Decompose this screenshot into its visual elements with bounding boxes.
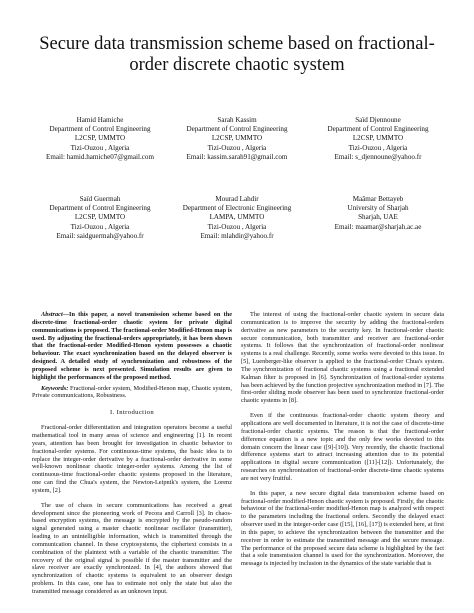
author-city: Tizi-Ouzou , Algeria (207, 222, 267, 231)
author-name: Hamid Hamiche (76, 116, 124, 124)
keywords (32, 385, 232, 401)
author-lab: L2CSP, UMMTO (352, 134, 404, 143)
paragraph: Fractional-order differentiation and integration operators become a useful mathematical tool in many areas of science and engineering [1]. In recent years, attention has been brought for investigation in chaotic behavior to fractional-order systems. For continuous-time systems, the basic idea is to replace the integer-order derivative by a fractional-order derivative in some well-known nonlinear chaotic integer-order systems. Among the list of continuous-time fractional-order chaotic systems proposed in the literature, one can find the Chua's system, the Newton-Leipnik's system, the Lorenz system, [2]. (32, 424, 232, 494)
author-email: Email: saidguermah@yahoo.fr (56, 231, 144, 240)
author-lab: L2CSP, UMMTO (74, 213, 126, 222)
paragraph: In this paper, a new secure digital data transmission scheme based on fractional-order modified-Henon chaotic system is proposed. Firstly, the chaotic behaviour of the fractional-order modified-Henon map is analyzed with respect to the parameters including the fractional orders. Secondly the delayed exact observer used in the integer-order case ([15], [16], [17]) is extended here, at first in this paper, to achieve the synchronization between the transmitter and the receiver in order to estimate the transmitted message and the secure message. The performance of the proposed secure data scheme is highlighted by the fact that a sole transmission channel is used for the synchronization. Moreover, the message is injected by inclusion in the dynamics of the state variable that is (241, 489, 444, 568)
left-column (32, 311, 232, 596)
author-block (178, 116, 296, 162)
abstract-text: —In this paper, a novel transmission scheme based on the discrete-time fractional-order chaotic system for private digital communications is proposed. The fractional-order Modified-Henon map is used. By adjusting the fractional-orders appropriately, it has been shown that the fractional-order Modified-Henon system possesses a chaotic behaviour. The exact synchronization based on the delayed observer is designed. A detailed study of synchronization and robustness of the proposed scheme is next presented. Simulation results are given to highlight the performances of the proposed method. (32, 311, 232, 381)
paragraph: The use of chaos in secure communications has received a great development since the pioneering work of Pecora and Carroll [3]. In chaos-based encryption systems, the message is encrypted by the pseudo-random signal generated using a master chaotic nonlinear oscillator (transmitter), leading to an unintelligible information, which is transmitted through the communication channel. In these cryptosystems, the ciphertext consists in a combination of the plaintext with a variable of the chaotic transmitter. The recovery of the original signal is possible if the master transmitter and the slave receiver are exactly synchronized. In [4], the authors showed that synchronization of chaotic systems is equivalent to an observer design problem. In this case, one has to estimate not only the state but also the transmitted message considered as an unknown input. (32, 501, 232, 595)
keywords-label: Keywords: (41, 384, 69, 392)
abstract (32, 311, 232, 382)
author-block (174, 195, 300, 241)
author-email: Email: kassim.sarah91@gmail.com (186, 152, 288, 161)
paper-title: Secure data transmission scheme based on fractional-order discrete chaotic system (39, 34, 435, 75)
author-email: Email: mlahdir@yahoo.fr (200, 231, 274, 240)
abstract-label: Abstract (41, 311, 63, 318)
author-city: Tizi-Ouzou , Algeria (70, 143, 130, 152)
author-lab: LAMPA, UMMTO (209, 213, 265, 222)
author-city: Tizi-Ouzou , Algeria (70, 222, 130, 231)
author-name: Sarah Kassim (217, 116, 257, 124)
author-lab: L2CSP, UMMTO (74, 134, 126, 143)
author-affiliation: University of Sharjah (347, 204, 409, 213)
author-affiliation: Department of Control Engineering (327, 125, 429, 134)
author-lab: L2CSP, UMMTO (211, 134, 263, 143)
author-email: Email: hamid.hamiche07@gmail.com (46, 152, 154, 161)
paragraph: Even if the continuous fractional-order chaotic system theory and applications are well documented in literature, it is not the case of discrete-time fractional-order chaotic systems. The reason is that the fractional-order difference equation is a new topic and the only few works devoted to this domain concern the linear case ([9]-[10]). Very recently, the chaotic fractional difference systems start to attract increasing attention due to its potential applications in digital secure communication ([11]-[12]). Unfortunately, the researches on synchronization of fractional-order discrete-time chaotic systems are not very fruitful. (241, 412, 444, 482)
author-name: Saïd Djennoune (355, 116, 401, 124)
author-affiliation: Department of Control Engineering (186, 125, 288, 134)
paragraph: The interest of using the fractional-order chaotic system in secure data communication is to improve the security by adding the fractional-orders derivative as new parameters to the security key. In fractional-order chaotic secure communication, both transmitter and receiver are fractional-order systems. It follows that the synchronization of fractional-order nonlinear systems is a real challenge. Recently, some works were devoted to this issue. In [5], Luenberger-like observer is applied to the fractional-order Chua's system. The synchronization of fractional chaotic systems using a fractional extended Kalman filter is proposed in [6]. Synchronization of fractional-order systems has been achieved by the function projective synchronization method in [7]. The first-order sliding mode observer has been used to synchronize fractional-order chaotic systems in [8]. (241, 311, 444, 405)
author-name: Maâmar Bettayeb (352, 195, 404, 203)
author-block (316, 195, 440, 232)
section-heading-introduction: I. Introduction (109, 409, 155, 417)
author-affiliation: Department of Electronic Engineering (182, 204, 292, 213)
author-city: Tizi-Ouzou , Algeria (207, 143, 267, 152)
author-block (316, 116, 440, 162)
keywords-text: Fractional-order system, Modified-Henon map, Chaotic system, Private communications, Robustness. (32, 384, 232, 400)
author-block (38, 195, 162, 241)
author-block (38, 116, 162, 162)
author-email: Email: maamar@sharjah.ac.ae (334, 222, 422, 231)
author-name: Mourad Lahdir (215, 195, 259, 203)
author-name: Saïd Guermah (79, 195, 121, 203)
author-affiliation: Department of Control Engineering (49, 204, 151, 213)
author-affiliation: Department of Control Engineering (49, 125, 151, 134)
author-city: Tizi-Ouzou , Algeria (348, 143, 408, 152)
right-column (241, 311, 444, 568)
author-email: Email: s_djennoune@yahoo.fr (334, 152, 422, 161)
author-lab: Sharjah, UAE (358, 213, 398, 222)
